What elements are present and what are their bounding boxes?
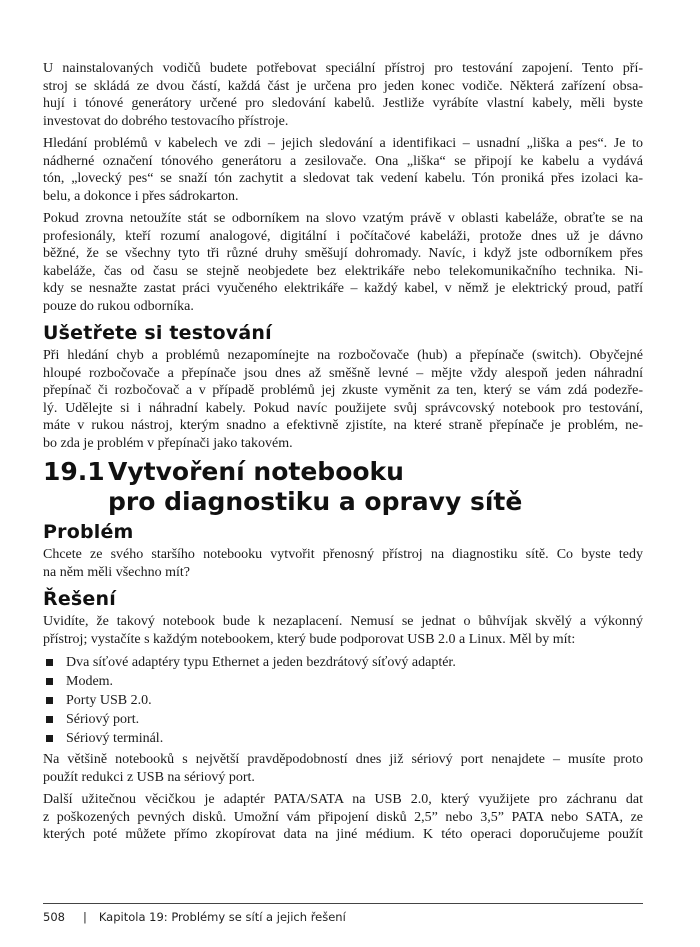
text-line: na něm měli všechno mít? [43,564,190,580]
section-heading: Problém [43,521,134,543]
section-heading: Řešení [43,588,116,610]
list-item-text: Modem. [66,674,114,689]
footer-divider [43,903,643,904]
text-line: Při hledání chyb a problémů nezapomínejte na rozbočovače (hub) a přepínače (switch). Obyčejné [43,348,643,363]
paragraph [43,791,643,844]
text-line: lý. Udělejte si i náhradní kabely. Pokud navíc použijete svůj správcovský notebook pro testování, [43,400,643,416]
paragraph [43,751,643,786]
chapter-title: Kapitola 19: Problémy se sítí a jejich řešení [98,910,346,924]
text-line: přepínač či rozbočovač a v případě problémů jej zkuste vyměnit za ten, který se vám zdá podezře- [43,383,643,398]
square-bullet-icon [46,716,53,723]
text-line: Chcete ze svého staršího notebooku vytvořit přenosný přístroj na diagnostiku sítě. Co byste tedy [43,547,643,562]
list-item [43,710,643,729]
footer-separator: | [82,910,87,924]
chapter-heading-line [43,487,643,517]
chapter-title-line: Vytvoření notebooku [108,457,404,486]
chapter-title-line: pro diagnostiku a opravy sítě [108,487,523,516]
text-line: Další užitečnou věcičkou je adaptér PATA/SATA na USB 2.0, který využijete pro záchranu dat [43,792,643,807]
paragraph [43,347,643,452]
list-item [43,729,643,748]
section-number: 19.1 [43,457,105,486]
page-footer [43,910,346,924]
list-item-text: Sériový terminál. [66,731,164,746]
page-body [43,60,643,849]
text-line: Uvidíte, že takový notebook bude k nezaplacení. Nemusí se jednat o bůhvíjak skvělý a výkonný [43,614,643,629]
text-line: hují i tónové generátory určené pro sledování kabelů. Jestliže vyrábíte vlastní kabely, měli byste [43,96,643,111]
text-line: Na většině notebooků s největší pravděpodobností dnes již sériový port nenajdete – musíte proto [43,752,643,767]
chapter-heading [43,457,643,517]
section-heading: Ušetřete si testování [43,322,272,344]
text-line: Pokud zrovna netoužíte stát se odborníkem na slovo vzatým právě v oblasti kabeláže, obraťte se na [43,211,643,226]
list-item [43,672,643,691]
list-item-text: Sériový port. [66,712,140,727]
text-line: kterých poté můžete přímo zkopírovat data na jiné médium. K této operaci doporučujeme použít [43,827,643,842]
text-line: investovat do dobrého testovacího přístroje. [43,113,289,129]
square-bullet-icon [46,697,53,704]
text-line: pouze do rukou odborníka. [43,298,194,314]
text-line: použít redukci z USB na sériový port. [43,769,255,785]
square-bullet-icon [46,678,53,685]
paragraph [43,60,643,130]
square-bullet-icon [46,659,53,666]
text-line: belu, a dokonce i přes sádrokarton. [43,188,239,204]
chapter-heading-line [43,457,643,487]
square-bullet-icon [46,735,53,742]
text-line: stroj se skládá ze dvou částí, každá část je určena pro jeden konec vodiče. Některá zařízení obsa- [43,78,643,94]
text-line: běžné, že se všechny tyto tři různé druhy směšují dohromady. Navíc, i když jste odborníkem přes [43,246,643,261]
page-number: 508 [43,910,65,924]
text-line: hloupé rozbočovače a přepínače jsou dnes až směšně levné – mějte vždy alespoň jeden náhradní [43,365,643,381]
list-item-text: Porty USB 2.0. [66,693,152,708]
text-line: z poškozených pevných disků. Umožní vám připojení disků 2,5” nebo 3,5” PATA nebo SATA, ze [43,809,643,825]
paragraph [43,546,643,581]
list-item [43,691,643,710]
text-line: nádherné označení tónového generátoru a zesilovače. Ona „liška“ se připojí ke kabelu a vydává [43,153,643,169]
text-line: tón, „lovecký pes“ se snaží tón zachytit a sledovat tak vedení kabelu. Tón proniká přes izolaci ka- [43,171,643,186]
text-line: kdy se nesnažte zastat práci vyučeného elektrikáře – každý kabel, v němž je elektrický proud, patří [43,281,643,296]
text-line: U nainstalovaných vodičů budete potřebovat speciální přístroj pro testování zapojení. Tento pří- [43,61,643,76]
paragraph [43,210,643,315]
bullet-list [43,653,643,748]
paragraph [43,613,643,648]
text-line: kabeláže, čas od času se stejně neobjedete bez elektrikáře nebo telekomunikačního technika. Ni- [43,263,643,279]
text-line: profesionály, kteří rozumí analogové, digitální i počítačové kabeláži, protože dnes už je dávno [43,228,643,244]
text-line: Hledání problémů v kabelech ve zdi – jejich sledování a identifikaci – usnadní „liška a pes“. Je to [43,136,643,151]
text-line: přístroj; vystačíte s každým notebookem, který bude podporovat USB 2.0 a Linux. Měl by mít: [43,631,576,647]
text-line: máte v rukou nástroj, kterým snadno a efektivně zjistíte, na které straně přepínače je problém, ne- [43,418,643,433]
list-item-text: Dva síťové adaptéry typu Ethernet a jeden bezdrátový síťový adaptér. [66,655,456,670]
text-line: bo zda je problém v přepínači jako takovém. [43,435,293,451]
list-item [43,653,643,672]
paragraph [43,135,643,205]
